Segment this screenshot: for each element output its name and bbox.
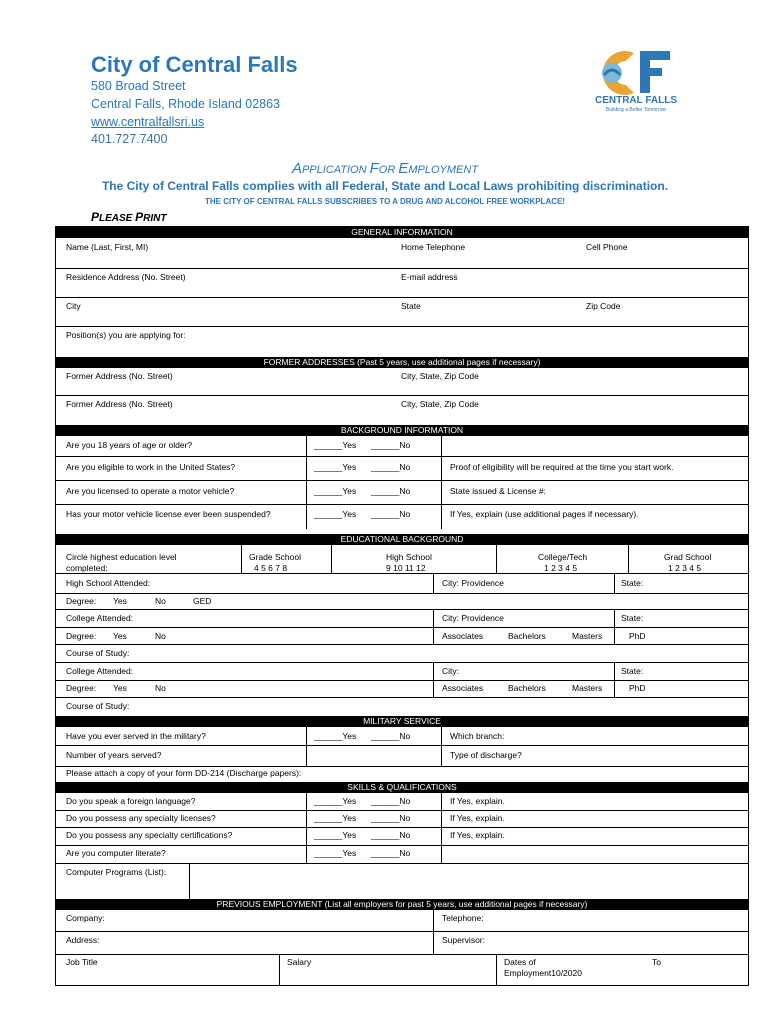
military-no-option[interactable]: ______No (371, 731, 411, 741)
nondiscrimination-statement: The City of Central Falls complies with all Federal, State and Local Laws prohibiting discrimination. (101, 179, 669, 193)
eligibility-yes-option[interactable]: ______Yes (314, 462, 357, 472)
eligibility-note: Proof of eligibility will be required at the time you start work. (450, 462, 674, 472)
college-1-associates[interactable]: Associates (442, 631, 484, 641)
college-2-city-label[interactable]: City: (442, 666, 459, 676)
zip-code-label[interactable]: Zip Code (586, 301, 621, 311)
computer-programs-label[interactable]: Computer Programs (List): (66, 867, 167, 877)
salary-label[interactable]: Salary (287, 957, 312, 967)
state-label[interactable]: State (401, 301, 421, 311)
former-address-1-label[interactable]: Former Address (No. Street) (66, 371, 173, 381)
grad-school-levels[interactable]: 1 2 3 4 5 (668, 563, 702, 573)
hs-degree-ged[interactable]: GED (193, 596, 212, 606)
application-form (55, 226, 749, 986)
certifications-no[interactable]: ______No (371, 830, 411, 840)
high-school-label: High School (386, 552, 432, 562)
college-2-state-label[interactable]: State: (621, 666, 644, 676)
please-print: PLEASE PRINT (91, 210, 167, 224)
college-2-phd[interactable]: PhD (629, 683, 646, 693)
certifications-yes[interactable]: ______Yes (314, 830, 357, 840)
hs-degree-no[interactable]: No (155, 596, 166, 606)
logo-name: CENTRAL FALLS (594, 95, 678, 106)
college-2-masters[interactable]: Masters (572, 683, 603, 693)
street-address: 580 Broad Street (91, 79, 186, 93)
company-label[interactable]: Company: (66, 913, 105, 923)
former-csz-2-label[interactable]: City, State, Zip Code (401, 399, 479, 409)
computer-literate-question: Are you computer literate? (66, 848, 166, 858)
city-label[interactable]: City (66, 301, 81, 311)
org-name: City of Central Falls (91, 52, 298, 77)
college-1-phd[interactable]: PhD (629, 631, 646, 641)
college-1-degree-no[interactable]: No (155, 631, 166, 641)
age-no-option[interactable]: ______No (371, 440, 411, 450)
college-2-associates[interactable]: Associates (442, 683, 484, 693)
dates-of-label: Dates of (504, 957, 536, 967)
education-level-label: Circle highest education level (66, 552, 177, 562)
foreign-language-explain[interactable]: If Yes, explain. (450, 796, 505, 806)
hs-degree-label: Degree: (66, 596, 97, 606)
college-1-degree-yes[interactable]: Yes (113, 631, 127, 641)
eligibility-question: Are you eligible to work in the United States? (66, 462, 236, 472)
dd214-label[interactable]: Please attach a copy of your form DD-214 (Discharge papers): (66, 768, 302, 778)
computer-literate-no[interactable]: ______No (371, 848, 411, 858)
license-no-option[interactable]: ______No (371, 486, 411, 496)
high-school-attended-label[interactable]: High School Attended: (66, 578, 151, 588)
certifications-question: Do you possess any specialty certifications? (66, 830, 233, 840)
college-2-degree-no[interactable]: No (155, 683, 166, 693)
specialty-licenses-no[interactable]: ______No (371, 813, 411, 823)
specialty-licenses-question: Do you possess any specialty licenses? (66, 813, 216, 823)
education-completed-label: completed: (66, 563, 108, 573)
military-question: Have you ever served in the military? (66, 731, 206, 741)
college-tech-label: College/Tech (538, 552, 588, 562)
specialty-licenses-explain[interactable]: If Yes, explain. (450, 813, 505, 823)
name-field-label[interactable]: Name (Last, First, MI) (66, 242, 149, 252)
position-label[interactable]: Position(s) you are applying for: (66, 330, 186, 340)
license-number-field[interactable]: State issued & License #: (450, 486, 546, 496)
employer-telephone-label[interactable]: Telephone: (442, 913, 484, 923)
suspended-no-option[interactable]: ______No (371, 509, 411, 519)
skills-header: SKILLS & QUALIFICATIONS (56, 782, 748, 793)
specialty-licenses-yes[interactable]: ______Yes (314, 813, 357, 823)
grad-school-label: Grad School (664, 552, 712, 562)
hs-degree-yes[interactable]: Yes (113, 596, 127, 606)
college-2-bachelors[interactable]: Bachelors (508, 683, 546, 693)
college-1-course-label[interactable]: Course of Study: (66, 648, 130, 658)
certifications-explain[interactable]: If Yes, explain. (450, 830, 505, 840)
college-1-masters[interactable]: Masters (572, 631, 603, 641)
college-1-degree-label: Degree: (66, 631, 97, 641)
college-tech-levels[interactable]: 1 2 3 4 5 (544, 563, 578, 573)
college-2-degree-yes[interactable]: Yes (113, 683, 127, 693)
military-service-header: MILITARY SERVICE (56, 716, 748, 727)
eligibility-no-option[interactable]: ______No (371, 462, 411, 472)
age-yes-option[interactable]: ______Yes (314, 440, 357, 450)
previous-employment-header: PREVIOUS EMPLOYMENT (List all employers for past 5 years, use additional pages if necessary) (56, 899, 748, 910)
employer-address-label[interactable]: Address: (66, 935, 100, 945)
former-csz-1-label[interactable]: City, State, Zip Code (401, 371, 479, 381)
military-yes-option[interactable]: ______Yes (314, 731, 357, 741)
college-attended-2-label[interactable]: College Attended: (66, 666, 134, 676)
college-2-course-label[interactable]: Course of Study: (66, 701, 130, 711)
suspended-yes-option[interactable]: ______Yes (314, 509, 357, 519)
college-2-degree-label: Degree: (66, 683, 97, 693)
high-school-city-label[interactable]: City: Providence (442, 578, 504, 588)
to-label[interactable]: To (652, 957, 661, 967)
years-served-label[interactable]: Number of years served? (66, 750, 162, 760)
logo-tagline: Building a Better Tomorrow (606, 107, 666, 113)
educational-background-header: EDUCATIONAL BACKGROUND (56, 534, 748, 545)
residence-address-label[interactable]: Residence Address (No. Street) (66, 272, 186, 282)
employment-dates-field[interactable]: Employment10/2020 (504, 968, 582, 978)
foreign-language-no[interactable]: ______No (371, 796, 411, 806)
city-address: Central Falls, Rhode Island 02863 (91, 97, 281, 111)
suspended-question: Has your motor vehicle license ever been suspended? (66, 509, 271, 519)
grade-school-label: Grade School (249, 552, 301, 562)
foreign-language-yes[interactable]: ______Yes (314, 796, 357, 806)
high-school-levels[interactable]: 9 10 11 12 (386, 563, 426, 573)
college-attended-1-label[interactable]: College Attended: (66, 613, 134, 623)
discharge-type-field[interactable]: Type of discharge? (450, 750, 522, 760)
job-title-label[interactable]: Job Title (66, 957, 98, 967)
suspended-explain-field[interactable]: If Yes, explain (use additional pages if necessary). (450, 509, 639, 519)
general-information-header: GENERAL INFORMATION (56, 227, 748, 238)
license-yes-option[interactable]: ______Yes (314, 486, 357, 496)
website-link[interactable]: www.centralfallsri.us (91, 115, 205, 129)
home-telephone-label[interactable]: Home Telephone (401, 242, 466, 252)
college-1-city-label[interactable]: City: Providence (442, 613, 504, 623)
background-information-header: BACKGROUND INFORMATION (56, 425, 748, 436)
college-1-state-label[interactable]: State: (621, 613, 644, 623)
drug-free-statement: THE CITY OF CENTRAL FALLS SUBSCRIBES TO A DRUG AND ALCOHOL FREE WORKPLACE! (204, 197, 565, 206)
supervisor-label[interactable]: Supervisor: (442, 935, 485, 945)
former-address-2-label[interactable]: Former Address (No. Street) (66, 399, 173, 409)
cell-phone-label[interactable]: Cell Phone (586, 242, 628, 252)
college-1-bachelors[interactable]: Bachelors (508, 631, 546, 641)
central-falls-logo (586, 45, 686, 117)
phone-number: 401.727.7400 (91, 132, 168, 146)
application-title: APPLICATION FOR EMPLOYMENT (291, 160, 479, 177)
former-addresses-header: FORMER ADDRESSES (Past 5 years, use additional pages if necessary) (56, 357, 748, 368)
branch-field[interactable]: Which branch: (450, 731, 505, 741)
grade-school-levels[interactable]: 4 5 6 7 8 (254, 563, 288, 573)
email-label[interactable]: E-mail address (401, 272, 458, 282)
high-school-state-label[interactable]: State: (621, 578, 644, 588)
foreign-language-question: Do you speak a foreign language? (66, 796, 196, 806)
license-question: Are you licensed to operate a motor vehicle? (66, 486, 235, 496)
computer-literate-yes[interactable]: ______Yes (314, 848, 357, 858)
age-question: Are you 18 years of age or older? (66, 440, 193, 450)
